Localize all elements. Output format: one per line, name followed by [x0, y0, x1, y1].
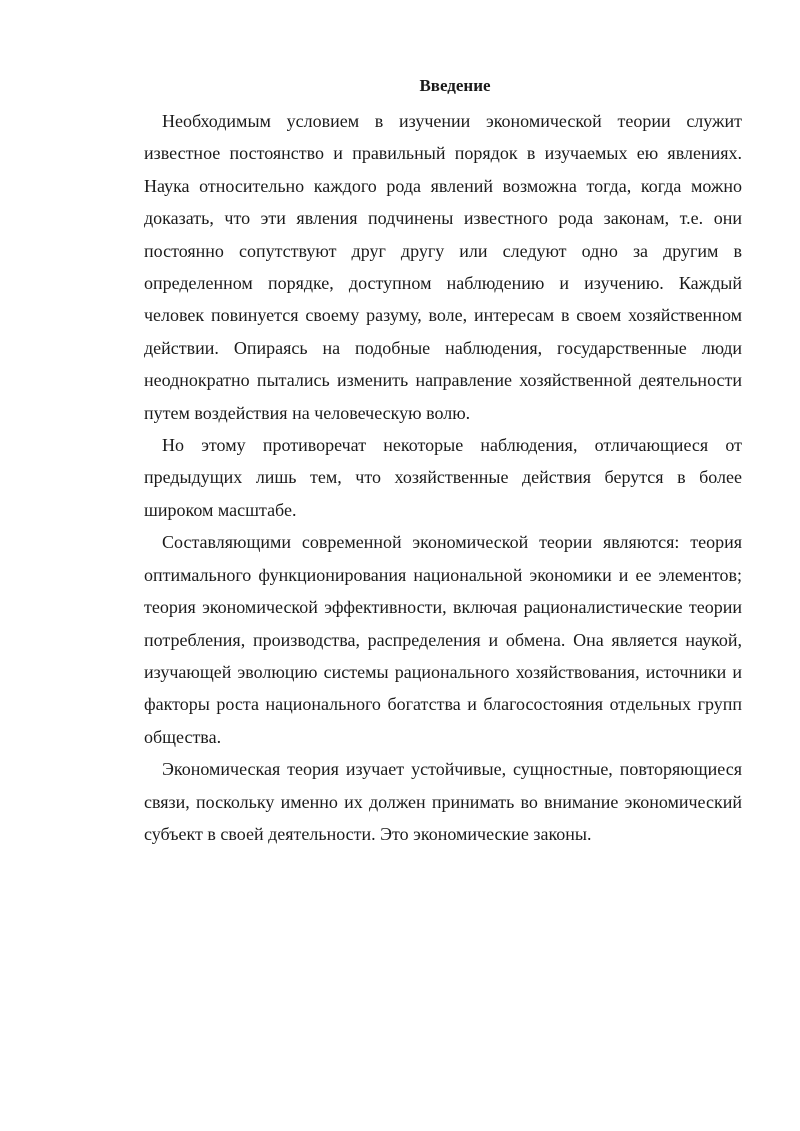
paragraph-2: Но этому противоречат некоторые наблюдения, отличающиеся от предыдущих лишь тем, что хозяйственные действия берутся в более широком масштабе. — [144, 435, 742, 520]
document-body — [144, 105, 742, 850]
paragraph-4: Экономическая теория изучает устойчивые, сущностные, повторяющиеся связи, поскольку именно их должен принимать во внимание экономический субъект в своей деятельности. Это экономические законы. — [144, 759, 742, 844]
paragraph-3: Составляющими современной экономической теории являются: теория оптимального функционирования национальной экономики и ее элементов; теория экономической эффективности, включая рационалистические теории потребления, производства, распределения и обмена. Она является наукой, изучающей эволюцию системы рационального хозяйствования, источники и факторы роста национального богатства и благосостояния отдельных групп общества. — [144, 532, 742, 747]
paragraph-1: Необходимым условием в изучении экономической теории служит известное постоянство и правильный порядок в изучаемых ею явлениях. Наука относительно каждого рода явлений возможна тогда, когда можно доказать, что эти явления подчинены известного рода законам, т.е. они постоянно сопутствуют друг другу или следуют одно за другим в определенном порядке, доступном наблюдению и изучению. Каждый человек повинуется своему разуму, воле, интересам в своем хозяйственном действии. Опираясь на подобные наблюдения, государственные люди неоднократно пытались изменить направление хозяйственной деятельности путем воздействия на человеческую волю. — [144, 111, 742, 423]
document-title: Введение — [419, 76, 491, 95]
